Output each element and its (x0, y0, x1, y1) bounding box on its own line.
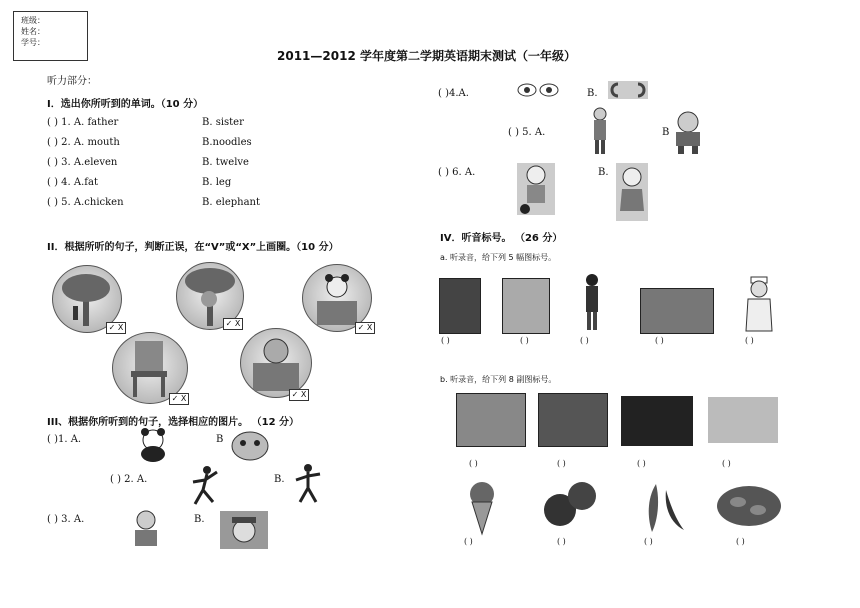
s4b-blank-2[interactable]: ( ) (557, 459, 566, 468)
s3-q6-b: B. (598, 167, 609, 178)
s3-q5-b: B (662, 127, 670, 138)
woman-standing-picture (580, 272, 604, 334)
section1-heading: I．选出你所听到的单词。（10 分） (47, 99, 204, 110)
tomatoes-picture (538, 480, 604, 530)
page-title: 2011—2012 学年度第二学期英语期末测试（一年级） (277, 49, 576, 63)
s1-row2-b: B.noodles (202, 137, 252, 148)
s1-row4-a: ( ) 4. A.fat (47, 177, 98, 188)
s4b-blank-1[interactable]: ( ) (469, 459, 478, 468)
s4a-blank-5[interactable]: ( ) (745, 336, 754, 345)
listening-label: 听力部分： (47, 76, 97, 87)
s1-row5-b: B. elephant (202, 197, 261, 208)
cream-jar-picture (456, 393, 526, 447)
boy-ball-picture (517, 163, 555, 215)
ink-figure-picture (290, 462, 324, 506)
peanuts-picture (714, 482, 784, 530)
s4a-blank-1[interactable]: ( ) (441, 336, 450, 345)
girl-picture (616, 163, 648, 221)
s2-mark-2[interactable]: ✓ X (223, 318, 243, 330)
s4a-blank-3[interactable]: ( ) (580, 336, 589, 345)
s4b-blank-6[interactable]: ( ) (557, 537, 566, 546)
s1-row1-a: ( ) 1. A. father (47, 117, 119, 128)
s1-row3-a: ( ) 3. A.eleven (47, 157, 118, 168)
chili-peppers-picture (636, 480, 688, 534)
man-cap-picture (220, 511, 268, 549)
s3-q1-b: B (216, 434, 224, 445)
noodle-bowl-picture (621, 396, 693, 446)
s4b-blank-8[interactable]: ( ) (736, 537, 745, 546)
student-info-box (13, 11, 88, 61)
s1-row5-a: ( ) 5. A.chicken (47, 197, 124, 208)
teacher-picture (439, 278, 481, 334)
id-label: 学号： (21, 38, 45, 47)
s3-q4-label: ( )4.A. (438, 88, 469, 99)
s3-q1-label: ( )1. A. (47, 434, 82, 445)
section3-heading: III、根据你所听到的句子，选择相应的图片。 （12 分） (47, 417, 300, 428)
tall-boy-picture (588, 106, 612, 156)
s4-part-a: a. 听录音，给下列 5 幅图标号。 (440, 253, 557, 262)
nurse-picture (742, 275, 776, 333)
s1-row4-b: B. leg (202, 177, 232, 188)
eyes-picture (516, 82, 560, 98)
s4b-blank-5[interactable]: ( ) (464, 537, 473, 546)
s1-row2-a: ( ) 2. A. mouth (47, 137, 120, 148)
s4b-blank-4[interactable]: ( ) (722, 459, 731, 468)
s2-mark-3[interactable]: ✓ X (355, 322, 375, 334)
cat-face-picture (228, 428, 272, 464)
s4a-blank-4[interactable]: ( ) (655, 336, 664, 345)
class-label: 班级： (21, 16, 45, 25)
s2-mark-5[interactable]: ✓ X (289, 389, 309, 401)
s2-mark-1[interactable]: ✓ X (106, 322, 126, 334)
driver-car-picture (640, 288, 714, 334)
s3-q3-label: ( ) 3. A. (47, 514, 85, 525)
candy-picture (708, 397, 778, 443)
s3-q5-label: ( ) 5. A. (508, 127, 546, 138)
section2-heading: II．根据所听的句子，判断正误，在“V”或“X”上画圈。（10 分） (47, 242, 339, 253)
s2-mark-4[interactable]: ✓ X (169, 393, 189, 405)
dancer-picture (187, 464, 221, 508)
s3-q6-label: ( ) 6. A. (438, 167, 476, 178)
s3-q2-b: B. (274, 474, 285, 485)
s3-q4-b: B. (587, 88, 598, 99)
s4-part-b: b. 听录音，给下列 8 副图标号。 (440, 375, 557, 384)
s4b-blank-7[interactable]: ( ) (644, 537, 653, 546)
ears-picture (608, 81, 648, 99)
boy-books-picture (127, 508, 165, 548)
section4-heading: IV．听音标号。 （26 分） (440, 233, 563, 244)
ice-cream-picture (463, 480, 501, 536)
s1-row1-b: B. sister (202, 117, 244, 128)
cat-box-picture (240, 328, 312, 398)
doctor-picture (502, 278, 550, 334)
panda-picture (134, 426, 172, 462)
s4a-blank-2[interactable]: ( ) (520, 336, 529, 345)
s3-q2-label: ( ) 2. A. (110, 474, 148, 485)
s3-q3-b: B. (194, 514, 205, 525)
s4b-blank-3[interactable]: ( ) (637, 459, 646, 468)
name-label: 姓名： (21, 27, 45, 36)
short-boy-picture (668, 110, 708, 156)
meat-picture (538, 393, 608, 447)
s1-row3-b: B. twelve (202, 157, 249, 168)
